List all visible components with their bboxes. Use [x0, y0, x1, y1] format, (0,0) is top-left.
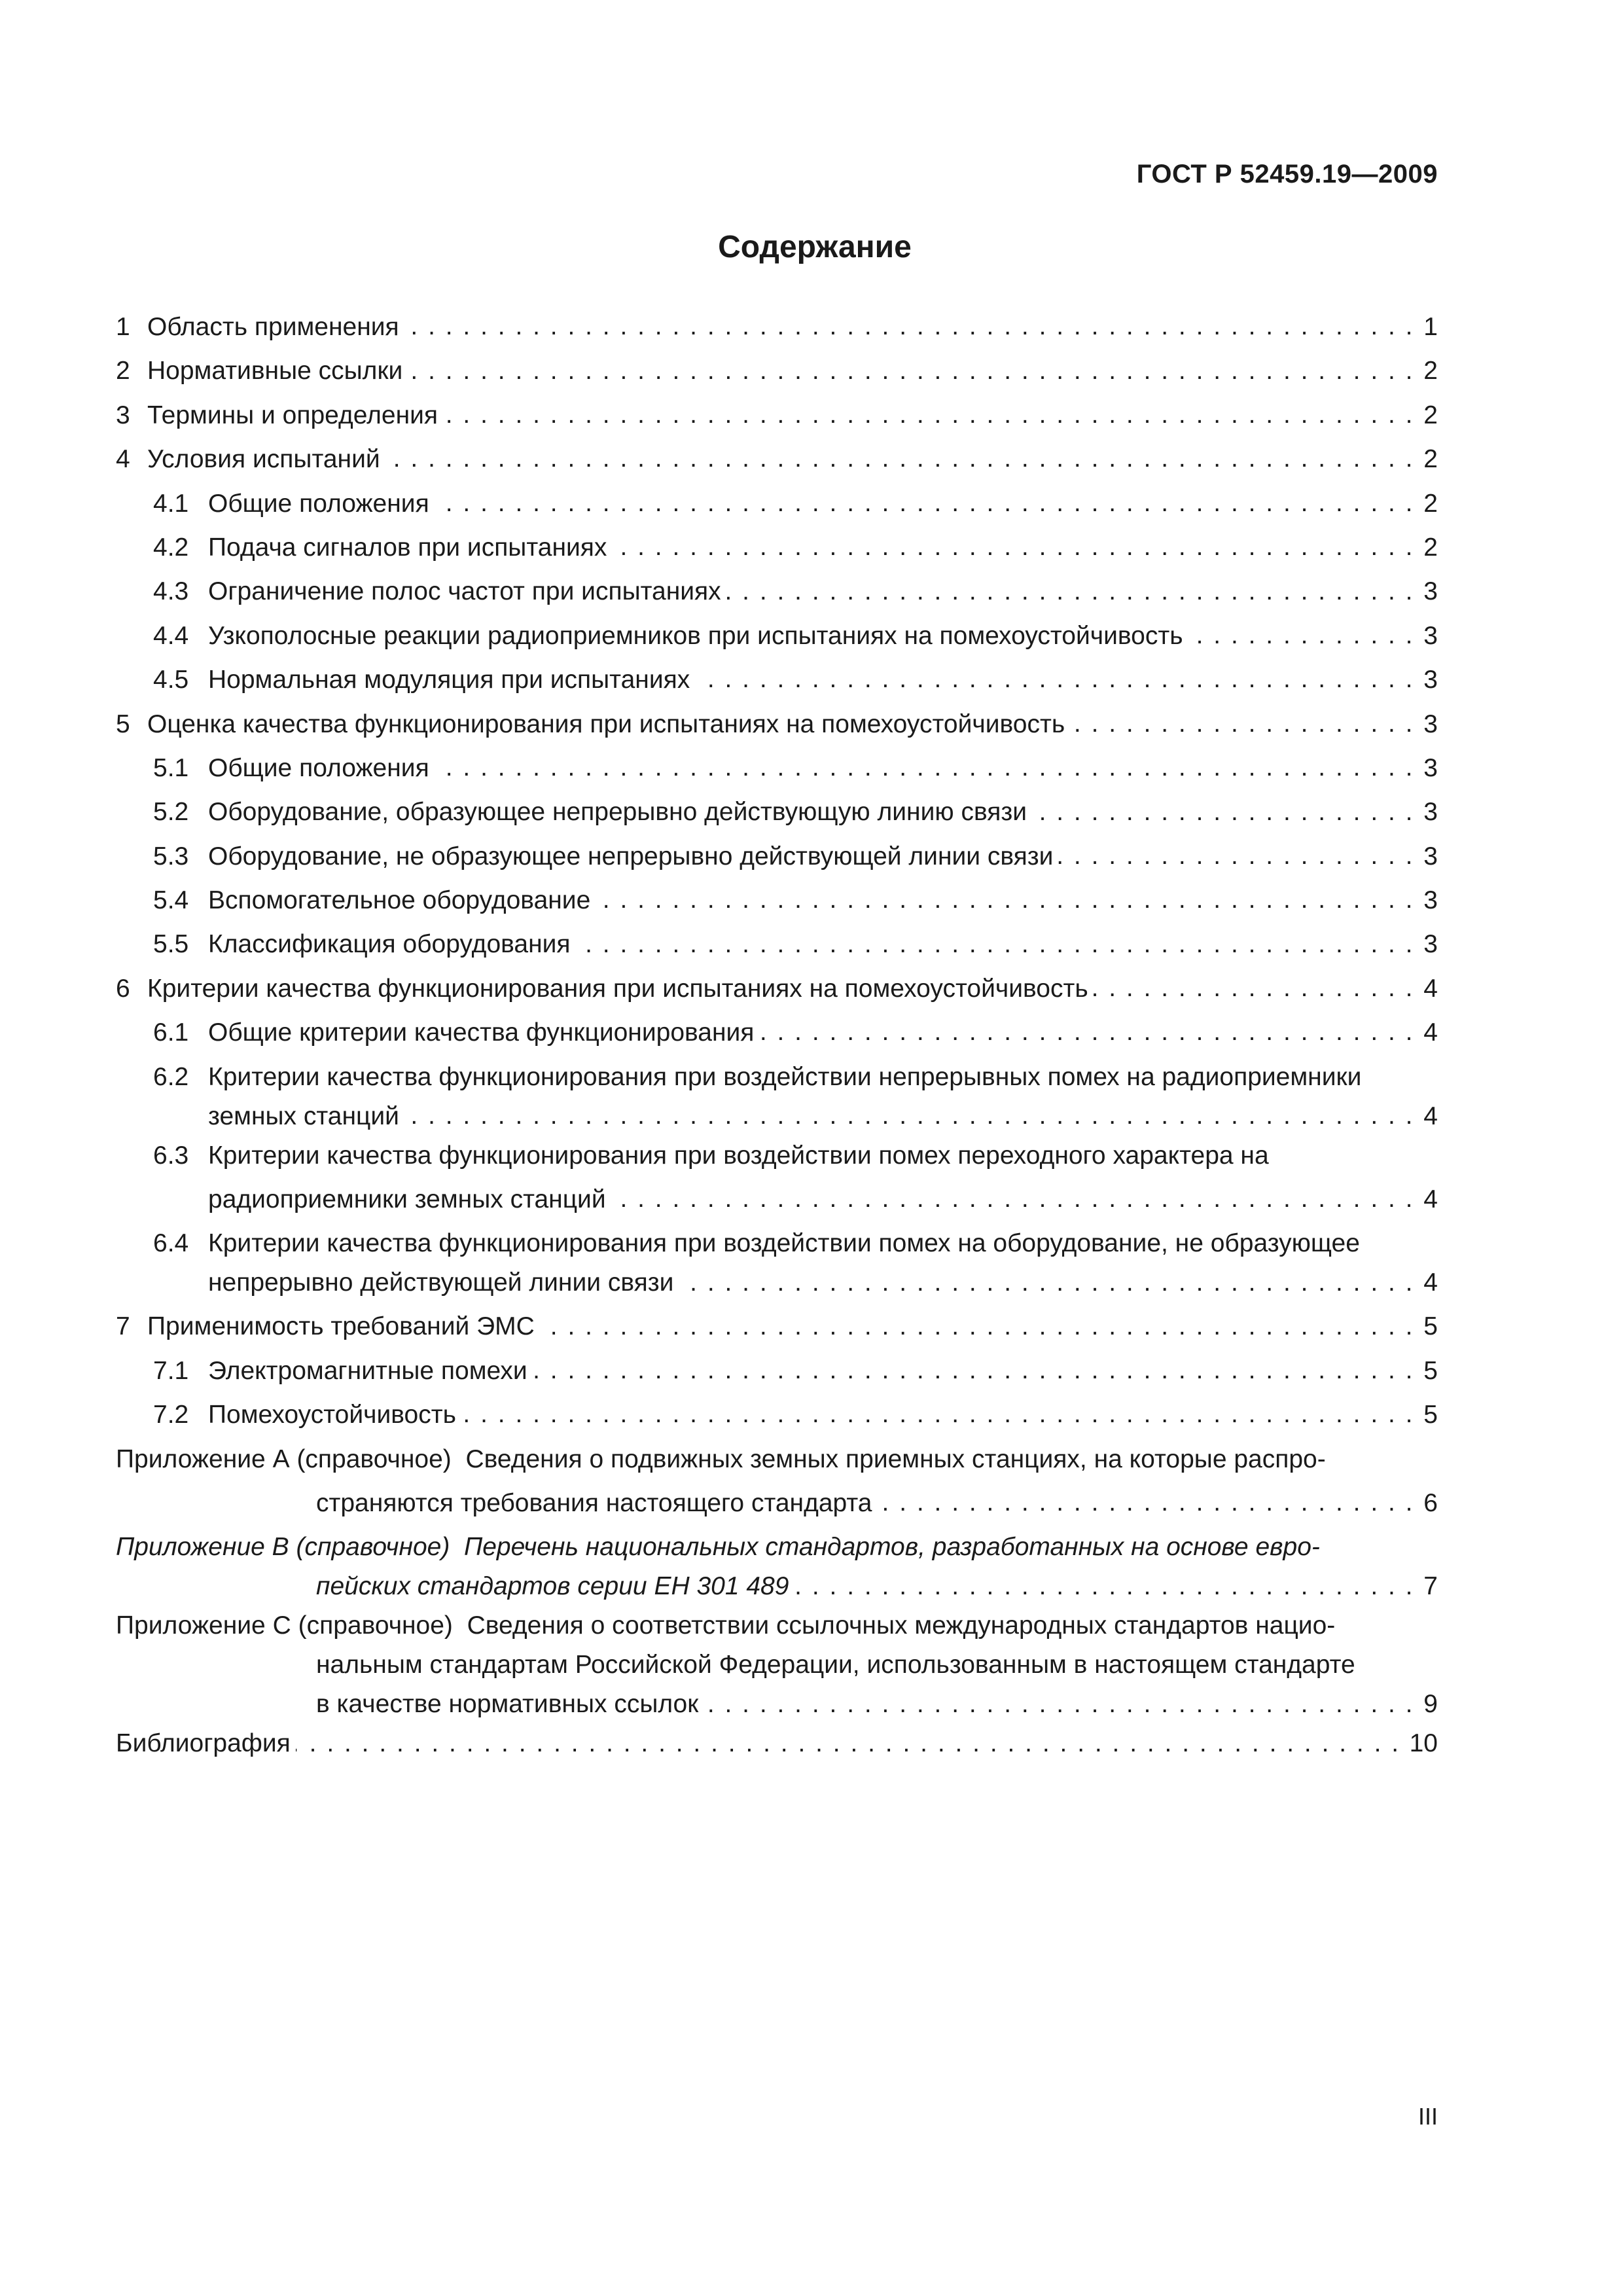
toc-entry-number: 6 — [116, 974, 130, 1003]
toc-entry-page: 4 — [1423, 1102, 1438, 1130]
dot-leader — [404, 310, 1414, 335]
toc-entry[interactable] — [116, 614, 1438, 658]
document-code: ГОСТ Р 52459.19—2009 — [1136, 160, 1438, 188]
annex-title-continuation: пейских стандартов серии ЕН 301 489 — [316, 1572, 789, 1601]
annex-title: Перечень национальных стандартов, разработанных на основе евро- — [463, 1533, 1320, 1562]
toc-entry[interactable] — [116, 349, 1438, 393]
toc-entry-number: 5.5 — [153, 930, 189, 959]
dot-leader — [533, 1354, 1414, 1379]
toc-entry-title: Общие положения — [208, 753, 429, 782]
toc-entry-number: 4.5 — [153, 666, 189, 694]
toc-entry-page: 5 — [1423, 1312, 1438, 1341]
dot-leader — [1094, 971, 1414, 997]
toc-entry-number: 4.3 — [153, 577, 189, 606]
toc-entry[interactable] — [116, 1134, 1438, 1222]
toc-entry[interactable] — [116, 393, 1438, 437]
toc-entry-page: 2 — [1423, 445, 1438, 474]
toc-entry[interactable] — [116, 1011, 1438, 1054]
toc-entry-title: Применимость требований ЭМС — [147, 1312, 535, 1341]
toc-entry[interactable] — [116, 702, 1438, 746]
toc-entry-title: Узкополосные реакции радиоприемников при испытаниях на помехоустойчивость — [208, 621, 1183, 650]
toc-entry-page: 3 — [1423, 798, 1438, 827]
bibliography-title: Библиография — [116, 1729, 291, 1758]
toc-entry-title: Область применения — [147, 313, 399, 341]
toc-entry-number: 7.1 — [153, 1356, 189, 1385]
toc-entry-number: 6.3 — [153, 1141, 189, 1170]
annex-title-continuation: страняются требования настоящего стандарта — [316, 1488, 872, 1517]
bibliography-page: 10 — [1409, 1729, 1438, 1758]
toc-entry-number: 4 — [116, 445, 130, 474]
toc-entry[interactable] — [116, 746, 1438, 790]
toc-entry-title-continuation: непрерывно действующей линии связи — [208, 1268, 674, 1297]
dot-leader — [576, 927, 1414, 952]
toc-entry[interactable] — [116, 790, 1438, 834]
toc-entry[interactable] — [116, 967, 1438, 1011]
toc-entry-title: Условия испытаний — [147, 445, 380, 474]
annex-page: 7 — [1423, 1572, 1438, 1601]
annex-page: 9 — [1423, 1690, 1438, 1719]
toc-entry-number: 5.4 — [153, 886, 189, 915]
annex-title-continuation: нальным стандартам Российской Федерации, использованным в настоящем стандарте — [316, 1651, 1355, 1679]
annex-title: Сведения о соответствии ссылочных международных стандартов нацио- — [467, 1611, 1336, 1640]
toc-entry-page: 3 — [1423, 709, 1438, 738]
toc-entry[interactable] — [116, 526, 1438, 569]
toc-entry-number: 7.2 — [153, 1401, 189, 1429]
annex-label: Приложение А (справочное) — [116, 1444, 452, 1473]
toc-entry-number: 4.2 — [153, 533, 189, 562]
toc-entry-title: Помехоустойчивость — [208, 1401, 456, 1429]
toc-bibliography-entry[interactable] — [116, 1721, 1438, 1765]
dot-leader — [695, 662, 1414, 688]
dot-leader — [408, 353, 1414, 379]
toc-entry-title-continuation: земных станций — [208, 1102, 399, 1130]
toc-entry-number: 5.1 — [153, 753, 189, 782]
toc-annex-entry[interactable] — [116, 1604, 1438, 1721]
table-of-contents — [116, 305, 1438, 1766]
toc-entry-title-continuation: радиоприемники земных станций — [208, 1185, 606, 1214]
toc-entry-number: 5.3 — [153, 842, 189, 870]
toc-entry-page: 5 — [1423, 1401, 1438, 1429]
toc-entry-title: Общие положения — [208, 489, 429, 518]
dot-leader — [435, 486, 1414, 512]
toc-entry-title: Критерии качества функционирования при испытаниях на помехоустойчивость — [147, 974, 1088, 1003]
toc-entry-number: 5.2 — [153, 798, 189, 827]
toc-entry-page: 3 — [1423, 621, 1438, 650]
dot-leader — [679, 1265, 1414, 1291]
toc-entry[interactable] — [116, 658, 1438, 702]
toc-entry-number: 4.4 — [153, 621, 189, 650]
annex-label: Приложение В (справочное) — [116, 1533, 450, 1562]
toc-entry-title: Общие критерии качества функционирования — [208, 1018, 755, 1047]
dot-leader — [794, 1569, 1414, 1594]
toc-entry-page: 4 — [1423, 1268, 1438, 1297]
toc-entry-number: 5 — [116, 709, 130, 738]
dot-leader — [878, 1486, 1415, 1511]
toc-entry-number: 7 — [116, 1312, 130, 1341]
toc-entry-title: Подача сигналов при испытаниях — [208, 533, 607, 562]
toc-entry[interactable] — [116, 1221, 1438, 1304]
toc-entry-title: Нормальная модуляция при испытаниях — [208, 666, 690, 694]
toc-entry[interactable] — [116, 482, 1438, 526]
dot-leader — [596, 883, 1414, 908]
toc-entry[interactable] — [116, 878, 1438, 922]
toc-entry-number: 4.1 — [153, 489, 189, 518]
dot-leader — [1070, 707, 1414, 732]
toc-entry-page: 4 — [1423, 1018, 1438, 1047]
toc-entry-title: Оборудование, не образующее непрерывно действующей линии связи — [208, 842, 1054, 870]
dot-leader — [1058, 839, 1414, 865]
toc-entry-title: Электромагнитные помехи — [208, 1356, 527, 1385]
toc-entry-number: 2 — [116, 357, 130, 386]
toc-entry-title: Вспомогательное оборудование — [208, 886, 591, 915]
toc-entry-page: 2 — [1423, 401, 1438, 429]
dot-leader — [611, 1182, 1414, 1208]
dot-leader — [1032, 795, 1414, 820]
dot-leader — [704, 1687, 1414, 1712]
toc-entry[interactable] — [116, 922, 1438, 966]
toc-entry[interactable] — [116, 437, 1438, 481]
dot-leader — [1188, 619, 1414, 644]
annex-page: 6 — [1423, 1488, 1438, 1517]
toc-entry-number: 1 — [116, 313, 130, 341]
annex-title: Сведения о подвижных земных приемных станциях, на которые распро- — [465, 1444, 1326, 1473]
toc-entry-page: 2 — [1423, 489, 1438, 518]
toc-entry-page: 4 — [1423, 974, 1438, 1003]
toc-entry-number: 6.2 — [153, 1062, 189, 1091]
toc-entry[interactable] — [116, 834, 1438, 878]
toc-entry-title: Классификация оборудования — [208, 930, 571, 959]
dot-leader — [540, 1309, 1414, 1335]
toc-entry-page: 4 — [1423, 1185, 1438, 1214]
dot-leader — [726, 574, 1414, 600]
toc-entry[interactable] — [116, 1393, 1438, 1437]
dot-leader — [296, 1726, 1400, 1751]
toc-entry[interactable] — [116, 569, 1438, 613]
toc-entry-page: 3 — [1423, 842, 1438, 870]
annex-title-continuation: в качестве нормативных ссылок — [316, 1690, 699, 1719]
toc-entry[interactable] — [116, 1055, 1438, 1134]
toc-entry-title: Нормативные ссылки — [147, 357, 403, 386]
toc-entry-title: Ограничение полос частот при испытаниях — [208, 577, 721, 606]
toc-entry-page: 3 — [1423, 753, 1438, 782]
toc-entry-page: 5 — [1423, 1356, 1438, 1385]
dot-leader — [443, 398, 1414, 423]
toc-entry-page: 2 — [1423, 533, 1438, 562]
toc-title: Содержание — [718, 230, 912, 264]
toc-entry-number: 6.4 — [153, 1229, 189, 1258]
dot-leader — [385, 442, 1414, 467]
toc-entry-page: 2 — [1423, 357, 1438, 386]
toc-entry-page: 3 — [1423, 886, 1438, 915]
dot-leader — [435, 751, 1414, 776]
dot-leader — [759, 1015, 1414, 1041]
toc-entry-page: 3 — [1423, 930, 1438, 959]
page-number: III — [1418, 2103, 1438, 2130]
toc-entry[interactable] — [116, 1349, 1438, 1393]
toc-entry-page: 3 — [1423, 577, 1438, 606]
toc-entry[interactable] — [116, 1304, 1438, 1348]
dot-leader — [404, 1099, 1414, 1124]
toc-entry-title: Оборудование, образующее непрерывно действующую линию связи — [208, 798, 1027, 827]
toc-entry-title: Термины и определения — [147, 401, 438, 429]
toc-entry-number: 6.1 — [153, 1018, 189, 1047]
toc-entry-title: Оценка качества функционирования при испытаниях на помехоустойчивость — [147, 709, 1065, 738]
toc-entry[interactable] — [116, 305, 1438, 349]
toc-entry-page: 1 — [1423, 313, 1438, 341]
toc-entry-number: 3 — [116, 401, 130, 429]
dot-leader — [612, 530, 1414, 556]
toc-annex-entry[interactable] — [116, 1437, 1438, 1526]
toc-entry-title: Критерии качества функционирования при воздействии непрерывных помех на радиоприемники — [208, 1062, 1362, 1091]
toc-entry-title: Критерии качества функционирования при воздействии помех переходного характера на — [208, 1141, 1269, 1170]
toc-entry-title: Критерии качества функционирования при воздействии помех на оборудование, не образующее — [208, 1229, 1360, 1258]
dot-leader — [461, 1397, 1414, 1423]
annex-label: Приложение С (справочное) — [116, 1611, 453, 1640]
toc-entry-page: 3 — [1423, 666, 1438, 694]
toc-annex-entry[interactable] — [116, 1525, 1438, 1604]
